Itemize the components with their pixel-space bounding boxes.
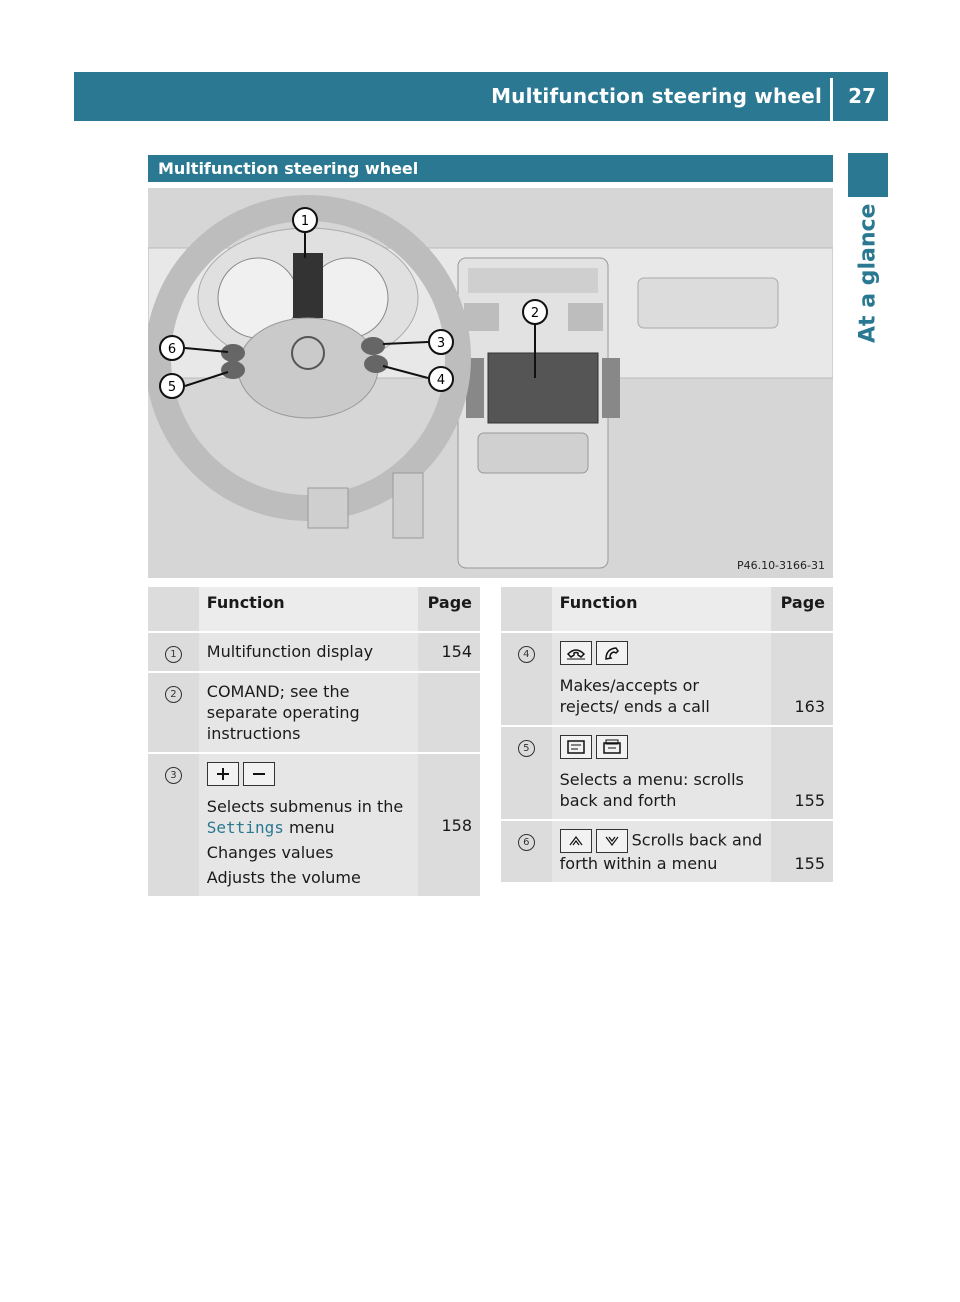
svg-text:4: 4 xyxy=(436,373,446,388)
function-text: forth within a menu xyxy=(559,854,718,873)
steering-wheel-figure xyxy=(148,188,833,578)
item-number: 4 xyxy=(518,646,535,663)
function-text: Selects a menu: scrolls back and forth xyxy=(559,770,744,810)
callout-4 xyxy=(429,367,453,391)
col-page-header: Page xyxy=(418,587,480,632)
table-row xyxy=(501,820,833,882)
function-text: menu xyxy=(288,818,335,837)
function-text: COMAND; see the separate operating instructions xyxy=(199,672,418,753)
arrow-up-icon xyxy=(560,829,592,853)
function-cell xyxy=(552,726,771,820)
col-num-header xyxy=(148,587,199,632)
page-ref: 163 xyxy=(771,632,833,726)
callout-1 xyxy=(293,208,317,232)
function-text: Adjusts the volume xyxy=(206,868,361,887)
svg-text:6: 6 xyxy=(167,342,177,357)
callout-3 xyxy=(429,330,453,354)
item-number: 2 xyxy=(165,686,182,703)
item-number: 1 xyxy=(165,646,182,663)
svg-text:5: 5 xyxy=(167,380,177,395)
table-row xyxy=(501,632,833,726)
function-cell xyxy=(199,753,418,896)
function-text: Makes/accepts or rejects/ ends a call xyxy=(559,676,710,716)
side-tab-label: At a glance xyxy=(855,203,881,343)
col-function-header: Function xyxy=(199,587,418,632)
page-ref xyxy=(418,672,480,753)
callout-2 xyxy=(523,300,547,324)
table-row xyxy=(148,753,480,896)
function-text: Changes values xyxy=(206,843,334,862)
function-text: Scrolls back and xyxy=(631,830,763,850)
svg-text:2: 2 xyxy=(530,306,540,321)
header-title: Multifunction steering wheel xyxy=(491,84,822,108)
callout-5 xyxy=(160,374,184,398)
figure-id: P46.10-3166-31 xyxy=(736,559,825,572)
function-cell xyxy=(552,632,771,726)
arrow-down-icon xyxy=(596,829,628,853)
page-number: 27 xyxy=(848,84,876,108)
col-num-header xyxy=(501,587,552,632)
menu-back-icon xyxy=(560,735,592,759)
item-number: 3 xyxy=(165,767,182,784)
page-ref: 158 xyxy=(418,753,480,896)
svg-text:3: 3 xyxy=(436,336,446,351)
item-number: 5 xyxy=(518,740,535,757)
page-ref: 155 xyxy=(771,726,833,820)
table-row xyxy=(148,672,480,753)
item-number: 6 xyxy=(518,834,535,851)
callout-6 xyxy=(160,336,184,360)
table-row xyxy=(501,726,833,820)
phone-end-icon xyxy=(560,641,592,665)
header-divider xyxy=(830,78,833,121)
function-text: Multifunction display xyxy=(199,632,418,672)
function-cell xyxy=(552,820,771,882)
function-text: Selects submenus in the xyxy=(206,797,404,816)
col-page-header: Page xyxy=(771,587,833,632)
menu-forward-icon xyxy=(596,735,628,759)
side-tab-block xyxy=(848,153,888,197)
svg-text:1: 1 xyxy=(300,214,310,229)
function-table-left xyxy=(148,587,480,896)
minus-key-icon xyxy=(243,762,275,786)
col-function-header: Function xyxy=(552,587,771,632)
section-title: Multifunction steering wheel xyxy=(148,155,833,182)
settings-menu-name: Settings xyxy=(206,818,284,837)
page-header xyxy=(74,72,888,121)
plus-key-icon xyxy=(207,762,239,786)
dashboard-illustration xyxy=(148,188,833,578)
phone-accept-icon xyxy=(596,641,628,665)
table-row xyxy=(148,632,480,672)
page-ref: 155 xyxy=(771,820,833,882)
page-ref: 154 xyxy=(418,632,480,672)
function-table-right xyxy=(501,587,833,882)
